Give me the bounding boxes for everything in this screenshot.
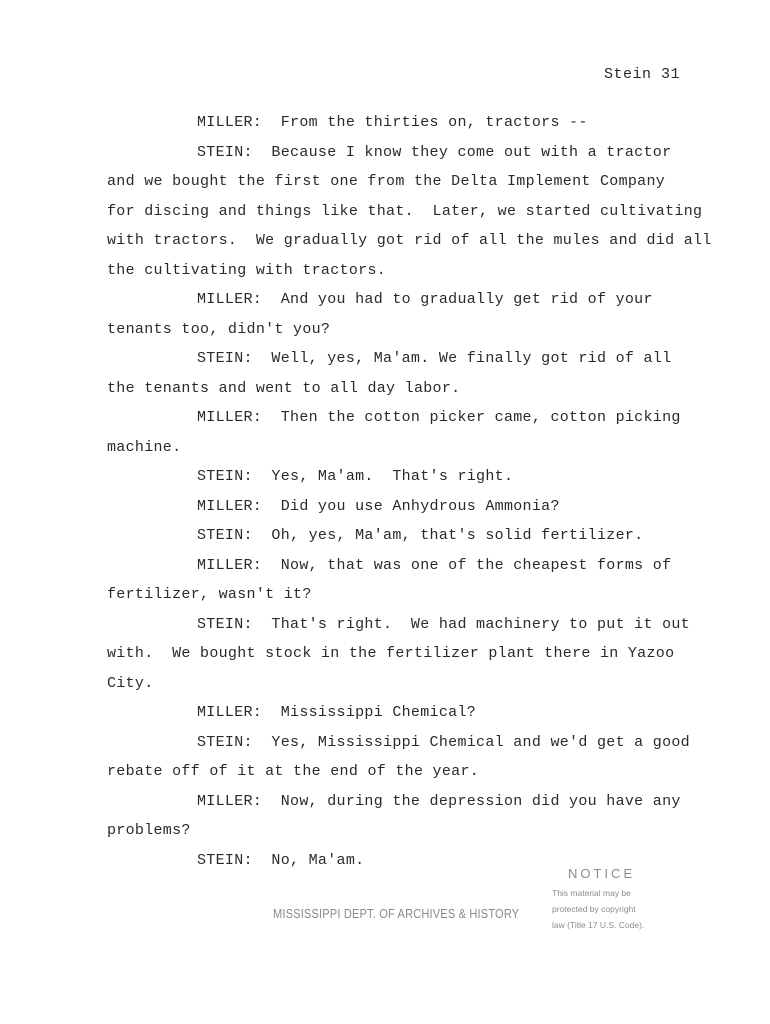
transcript-line: for discing and things like that. Later, we started cultivating <box>107 202 703 220</box>
transcript-line: with tractors. We gradually got rid of all the mules and did all <box>107 232 712 249</box>
archive-stamp: MISSISSIPPI DEPT. OF ARCHIVES & HISTORY <box>273 906 520 921</box>
notice-title: NOTICE <box>568 866 636 881</box>
transcript-line: MILLER: Mississippi Chemical? <box>197 704 477 721</box>
transcript-body <box>107 108 712 875</box>
transcript-line: tenants too, didn't you? <box>107 320 331 338</box>
transcript-line: STEIN: Oh, yes, Ma'am, that's solid fertilizer. <box>197 527 644 544</box>
transcript-line: STEIN: No, Ma'am. <box>197 851 365 869</box>
transcript-line: problems? <box>107 822 191 839</box>
transcript-line: MILLER: And you had to gradually get rid of your <box>197 291 653 308</box>
copyright-notice <box>552 866 672 933</box>
transcript-line: fertilizer, wasn't it? <box>107 586 312 603</box>
transcript-line: MILLER: Now, that was one of the cheapest forms of <box>197 556 672 574</box>
transcript-line: MILLER: From the thirties on, tractors -- <box>197 114 588 131</box>
transcript-line: STEIN: That's right. We had machinery to put it out <box>197 615 690 633</box>
notice-line: protected by copyright <box>552 904 636 914</box>
transcript-line: STEIN: Because I know they come out with a tractor <box>197 143 672 161</box>
notice-line: law (Title 17 U.S. Code). <box>552 920 645 930</box>
transcript-line: rebate off of it at the end of the year. <box>107 763 480 780</box>
transcript-line: MILLER: Now, during the depression did you have any <box>197 792 681 810</box>
transcript-line: STEIN: Well, yes, Ma'am. We finally got rid of all <box>197 350 672 367</box>
transcript-line: with. We bought stock in the fertilizer plant there in Yazoo <box>107 645 675 662</box>
transcript-line: STEIN: Yes, Mississippi Chemical and we'd get a good <box>197 733 690 751</box>
transcript-line: STEIN: Yes, Ma'am. That's right. <box>197 468 514 485</box>
transcript-line: the cultivating with tractors. <box>107 261 387 279</box>
running-head: Stein 31 <box>603 66 680 83</box>
transcript-line: the tenants and went to all day labor. <box>107 379 461 397</box>
transcript-line: MILLER: Did you use Anhydrous Ammonia? <box>197 497 560 515</box>
notice-line: This material may be <box>552 888 631 898</box>
transcript-line: machine. <box>107 438 182 456</box>
transcript-line: MILLER: Then the cotton picker came, cotton picking <box>197 409 681 426</box>
transcript-line: and we bought the first one from the Delta Implement Company <box>107 173 666 190</box>
transcript-line: City. <box>107 674 154 692</box>
